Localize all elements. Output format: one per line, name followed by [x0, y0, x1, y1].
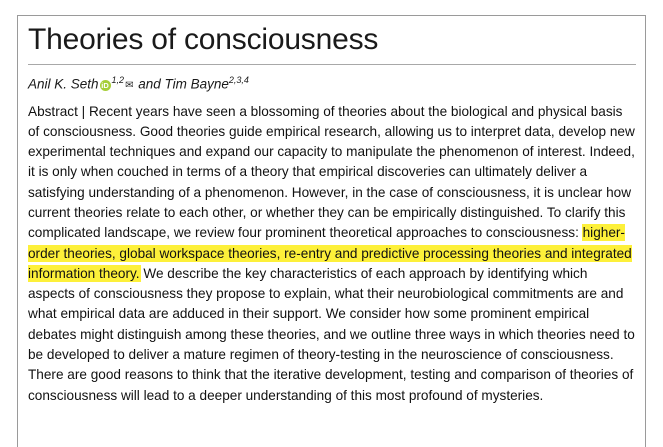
page-title: Theories of consciousness: [28, 23, 379, 56]
author-conjunction: and: [138, 76, 161, 92]
abstract-segment-3: We describe the key characteristics of each approach by identifying which aspects of consciousness they propose to explain, what their neurobiological commitments are and what empirical data are adduced in their support. We consider how some prominent empirical debates might distinguish among these theories, and we outline three ways in which theories need to be developed to deliver a mature regimen of theory-testing in the neuroscience of consciousness. There are good reasons to think that the iterative development, testing and comparison of theories of consciousness will lead to a deeper understanding of this most profound of mysteries.: [28, 265, 635, 403]
email-icon[interactable]: ✉: [125, 79, 134, 91]
abstract-label: Abstract |: [28, 103, 86, 119]
article-frame-top-rule: [17, 15, 646, 16]
author-name-2[interactable]: Tim Bayne: [164, 76, 229, 92]
author-name-1[interactable]: Anil K. Seth: [28, 76, 99, 92]
abstract-paragraph: [28, 102, 636, 406]
author-2-affiliation-marks: 2,3,4: [228, 75, 249, 85]
article-frame-left-rule: [17, 15, 18, 447]
orcid-icon[interactable]: iD: [101, 80, 109, 90]
browser-chrome-strip: [0, 0, 663, 16]
article-content: [28, 22, 636, 406]
article-frame-right-rule: [645, 15, 646, 447]
author-line: [28, 72, 636, 94]
abstract-segment-1: Recent years have seen a blossoming of theories about the biological and physical basis of consciousness. Good theories guide empirical research, allowing us to interpret data, develop new experimental techniques and expand our capacity to manipulate the phenomenon of interest. Indeed, it is only when couched in terms of a theory that empirical discoveries can ultimately deliver a satisfying understanding of a phenomenon. However, in the case of consciousness, it is unclear how current theories relate to each other, or whether they can be empirically distinguished. To clarify this complicated landscape, we review four prominent theoretical approaches to consciousness:: [28, 103, 635, 241]
author-1-affiliation-marks: 1,2: [111, 75, 125, 85]
title-divider: [28, 64, 636, 65]
highlighted-text: higher-order theories, global workspace theories, re-entry and predictive processing theories and integrated information theory.: [28, 225, 632, 281]
